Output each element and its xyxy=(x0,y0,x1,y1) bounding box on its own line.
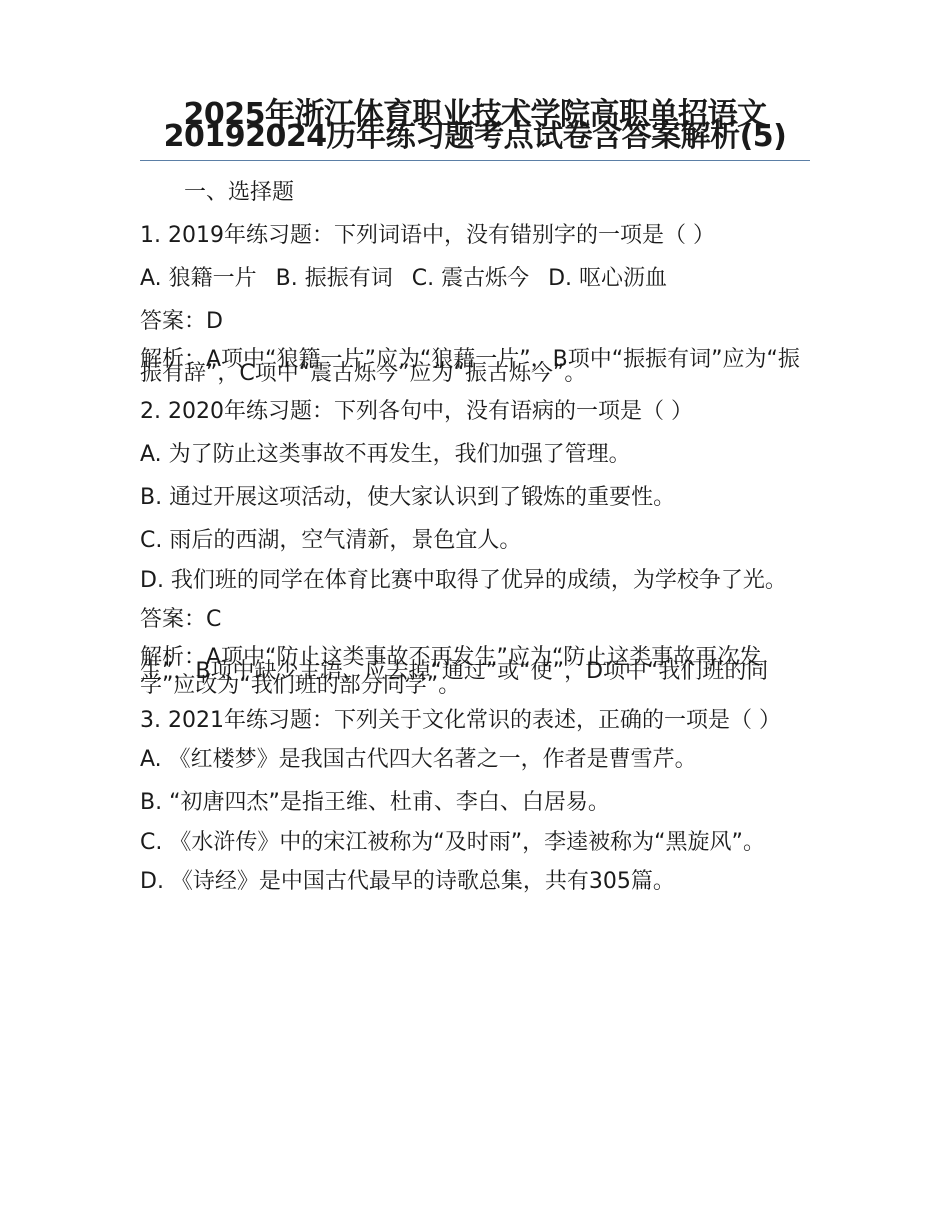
question-3-option-d: D. 《诗经》是中国古代最早的诗歌总集，共有305篇。 xyxy=(140,869,675,894)
question-1-answer: 答案：D xyxy=(140,309,223,334)
question-2-stem: 2. 2020年练习题：下列各句中，没有语病的一项是（ ） xyxy=(140,399,693,424)
question-2-option-a: A. 为了防止这类事故不再发生，我们加强了管理。 xyxy=(140,442,631,467)
question-1-option-c: C. 震古烁今 xyxy=(411,266,530,291)
question-1-option-a: A. 狼籍一片 xyxy=(140,266,257,291)
question-3-stem: 3. 2021年练习题：下列关于文化常识的表述，正确的一项是（ ） xyxy=(140,708,781,733)
document-title: 2025年浙江体育职业技术学院高职单招语文20192024历年练习题考点试卷含答案解析(5) xyxy=(163,97,787,154)
question-2-option-b: B. 通过开展这项活动，使大家认识到了锻炼的重要性。 xyxy=(140,485,676,510)
question-2-answer: 答案：C xyxy=(140,607,222,632)
question-1-analysis: 解析：A项中“狼籍一片”应为“狼藉一片”，B项中“振振有词”应为“振振有辞”，C项中“震古烁今”应为“振古烁今”。 xyxy=(140,347,800,386)
question-1-options xyxy=(140,267,810,291)
question-3-option-c: C. 《水浒传》中的宋江被称为“及时雨”，李逵被称为“黑旋风”。 xyxy=(140,830,765,855)
question-1-stem: 1. 2019年练习题：下列词语中，没有错别字的一项是（ ） xyxy=(140,223,715,248)
section-heading: 一、选择题 xyxy=(184,180,295,205)
question-2-option-d: D. 我们班的同学在体育比赛中取得了优异的成绩，为学校争了光。 xyxy=(140,568,787,593)
question-2-analysis: 解析：A项中“防止这类事故不再发生”应为“防止这类事故再次发生”，B项中缺少主语，应去掉“通过”或“使”，D项中“我们班的同学”应改为“我们班的部分同学”。 xyxy=(140,645,769,698)
document-page xyxy=(140,0,810,894)
title-divider xyxy=(140,160,810,161)
question-1-option-d: D. 呕心沥血 xyxy=(548,266,668,291)
question-3-option-a: A. 《红楼梦》是我国古代四大名著之一，作者是曹雪芹。 xyxy=(140,747,697,772)
question-1-option-b: B. 振振有词 xyxy=(275,266,393,291)
question-2-option-c: C. 雨后的西湖，空气清新，景色宜人。 xyxy=(140,528,522,553)
question-3-option-b: B. “初唐四杰”是指王维、杜甫、李白、白居易。 xyxy=(140,790,610,815)
